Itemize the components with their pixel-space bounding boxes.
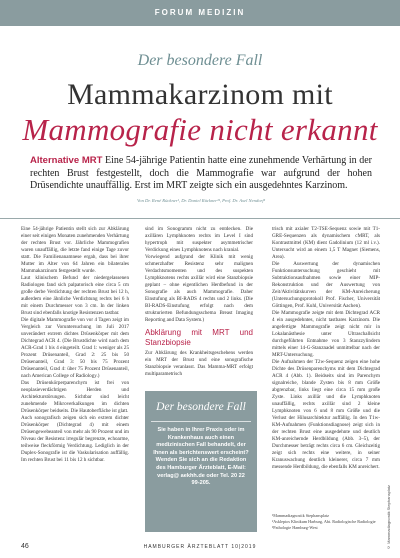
subheading: Abklärung mit MRT und Stanzbiopsie	[145, 328, 253, 347]
paragraph: Das Drüsenkörperparenchym ist frei von neoplasieverdächtigen Herden und Architekturstörungen. Sichtbar sind leicht zunehmende Mikroverkalkungen im dichten Drüsenkörper beidseits. Die Hautoberfläche ist glatt.	[21, 380, 129, 414]
article-kicker: Der besondere Fall	[137, 52, 263, 69]
photo-credit: © Mammadiagnostik Stephansplatz	[386, 484, 391, 550]
paragraph: Die Auswertung der dynamischen Funktionsuntersuchung geschieht mit Subtraktionsaufnahmen sowie einer MIP-Rekonstruktion und der Auswertung von Zeit/Aktivitätskurven der KM-Anreicherung (Untersuchungsprotokoll Prof. Fischer, Universität Göttingen, Prof. Kuhl, Universität Aachen).	[272, 261, 380, 309]
paragraph: Zur Abklärung des Krankheitsgeschehens werden ein MRT der Brust und eine sonografische Stanzbiopsie veranlasst. Das Mamma-MRT erfolgt multiparametrisch	[145, 350, 253, 377]
article-title-line1: Mammakarzinom mit	[67, 78, 333, 111]
paragraph: trisch mit axialer T2-TSE-Sequenz sowie mit T1-GRE-Sequenzen als dynamischem cMRT, als Kontrastmittel (KM) dient Gadolinium (12 ml i.v.). Untersucht wird an einem 1,5 T Magnet (Siemens, Area).	[272, 226, 380, 260]
text-column-1	[21, 226, 129, 464]
text-column-2	[145, 226, 253, 378]
info-box	[145, 391, 257, 532]
paragraph: Die Aufnahmen der T2w-Sequenz zeigen eine hohe Dichte des Drüsenparenchyms mit dem Dichtegrad ACR 4 (Abb. 1). Beidseits sind im Parenchym signalreiche, blande Zysten bis 8 mm Größe abgrenzbar, links liegt eine circa 15 mm große Zyste. Links axillär und die Lymphknoten unauffällig, rechts axillär sind 2 kleine Lymphknoten von 6 und 8 mm Größe und die Verlust der Hilusarchitektur auffällig. In den T1w-KM-Aufnahmen (Funktionsdiagnose) zeigt sich in der rechten Brust eine ausgedehnte und deutlich KM-anreichernde Herdbildung (Abb. 3–5), der Durchmesser beträgt rechts circa 6 cm. Gleichzeitig zeigt sich rechts eine weitere, in seiner Kranuswachung deutlich kleinerer, circa 7 mm messende Herdbildung, die ebenfalls KM anreichert.	[272, 359, 380, 470]
article-authors: Von Dr. René Rückner¹, Dr. Daniel Rückner²³, Prof. Dr. Axel Nendorf³	[137, 198, 265, 203]
paragraph: Die Mammografie zeigte mit dem Dichtegrad ACR 4 ein ausgedehntes, nicht tastbares Karzinom. Die angefertigte Mammografie zeigt nicht mir in Lokalanästhesie unter Ultraschallsicht durchgeführten Entnahme von 3 Stanzzylindern mittels einer 14-G-Stanznadel unmittelbar nach der MRT-Untersuchung.	[272, 310, 380, 358]
info-box-divider	[151, 421, 251, 422]
paragraph: sind im Sonogramm nicht zu entdecken. Die axillären Lymphknoten rechts im Level I sind hypertroph mit suspekter asymmetrischer Verdickung eines Lymphknotens nach kranial.	[145, 226, 253, 253]
paragraph: Vorwiegend aufgrund der Klinik mit wenig schmerzhafter Resistenz sehr malignen Verdachtsmomenten und des suspekten Lymphknotens rechts axillär wird eine Stanzbiopsie geplant – ohne eigentlichen Herdbefund in der Sonografie als auch Mammografie. Daher Einstufung als BI-RADS 4 rechts und 2 links. (Die BI-RADS-Einstufung erfolgt nach dem strukturierten Befundungsschema Breast Imaging Reporting and Data System.)	[145, 254, 253, 323]
paragraph: Auch sonografisch zeigen sich ein extrem dichter Drüsenkörper (Dichtegrad 4) mit einem Drüsengewebeanteil von mehr als 90 Prozent und im Niveau der Resistenz irregulär begrenzte, echoarme, teilweise fleckförmig Verdichtung. Lediglich in der Duplex-Sonografie ist die Vaskularisation auffällig. Im rechten Brust bei 11 bis 12 h sichtbar.	[21, 415, 129, 463]
article-title-line2: Mammografie nicht erkannt	[22, 112, 378, 147]
paragraph: Eine 54-jährige Patientin stellt sich zur Abklärung einer seit einigen Monaten zunehmenden Verhärtung der rechten Brust vor. Jährliche Mammografien waren unauffällig, die letzte fand einige Tage zuvor statt. Die Familienanamnese ergab, dass bei ihrer Mutter im Alter von 64 Jahren ein bilaterales Mammakarzinom festgestellt wurde.	[21, 226, 129, 274]
journal-name: HAMBURGER ÄRZTEBLATT 10|2019	[143, 544, 257, 550]
footnote: ²Asklepios Klinikum Harburg, Abt. Radiologische Radiologie	[272, 519, 376, 524]
article-lead	[30, 155, 372, 193]
page-number: 46	[21, 543, 29, 550]
divider	[0, 218, 400, 219]
paragraph: Die digitale Mammografie von vor 4 Tagen zeigt im Vergleich zur Voruntersuchung im Juli 2017 unverändert extrem dichtes Drüsenkörper mit dem Dichtegrad ACR 4. (Die Brustdichte wird nach dem ACR-Grad 1 bis 4 eingeteilt. Grad 1: weniger als 25 Prozent Drüsenanteil, Grad 2: 25 bis 50 Drüsenanteil, Grad 3: 50 bis 75 Prozent Drüsenanteil, Grad 4: über 75 Prozent Drüsenanteil, nach American College of Radiology.)	[21, 317, 129, 379]
lead-label: Alternative MRT	[30, 155, 103, 166]
footnotes	[272, 513, 382, 531]
section-label: FORUM MEDIZIN	[154, 8, 246, 17]
info-box-text: Sie haben in Ihrer Praxis oder im Krankenhaus auch einen medizinischen Fall behandelt, der Ihnen als berichtenswert erscheint? Wenden Sie sich an die Redaktion des Hamburger Ärzteblatt, E-Mail: verlag@ aekhh.de oder Tel. 20 22 99-205.	[153, 427, 249, 487]
text-column-3	[272, 226, 380, 471]
lead-text: Eine 54-jährige Patientin hatte eine zunehmende Verhärtung in der rechten Brust festgestellt, doch die Mammografie war aufgrund der hohen Drüsendichte unauffällig. Erst im MRT zeigte sich ein ausgedehntes Karzinom.	[30, 155, 372, 192]
info-box-title: Der besondere Fall	[156, 401, 246, 413]
footnote: ¹Mammadiagnostik Stephansplatz	[272, 513, 329, 518]
footnote: ³Pathologie Hamburg-West	[272, 525, 318, 530]
paragraph: Laut klinischem Befund der niedergelassenen Radiologen fand sich palpatorisch eine circa 5 cm große derbe Verdichtung der rechten Brust bei 12 h, außerdem eine ähnliche Verdichtung rechts bei 6 h mit einem Durchmesser von 3 cm. In der linken Brust sind ebenfalls knotige Resistenzen tastbar.	[21, 275, 129, 316]
